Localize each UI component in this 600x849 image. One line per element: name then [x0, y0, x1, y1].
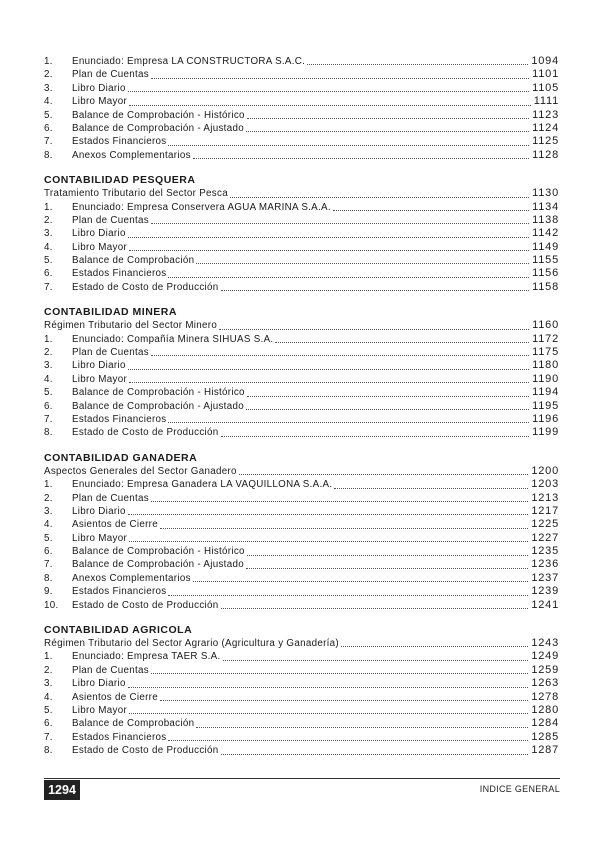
entry-title: Estado de Costo de Producción [72, 427, 219, 439]
dot-leader [239, 474, 529, 475]
dot-leader [230, 197, 529, 198]
entry-title: Balance de Comprobación [72, 718, 195, 730]
entry-number: 8. [44, 572, 53, 584]
toc-section [44, 451, 559, 612]
dot-leader [128, 514, 529, 515]
toc-entry [44, 677, 559, 690]
entry-title: Libro Mayor [72, 373, 128, 385]
toc-entry [44, 478, 559, 491]
dot-leader [168, 740, 528, 741]
entry-number: 6. [44, 122, 53, 134]
entry-page-number: 1217 [531, 504, 559, 517]
toc-entry [44, 149, 559, 162]
entry-page-number: 1259 [531, 663, 559, 676]
dot-leader [221, 608, 529, 609]
dot-leader [128, 369, 529, 370]
toc-entry [44, 359, 559, 372]
entry-page-number: 1160 [532, 319, 559, 332]
dot-leader [168, 422, 529, 423]
dot-leader [334, 488, 528, 489]
entry-page-number: 1237 [531, 571, 559, 584]
toc-entry [44, 599, 559, 612]
entry-number: 1. [44, 479, 53, 491]
entry-page-number: 1142 [532, 227, 559, 240]
entry-page-number: 1225 [531, 518, 559, 531]
dot-leader [129, 713, 528, 714]
toc-entry [44, 518, 559, 531]
toc-entry [44, 187, 559, 200]
entry-page-number: 1128 [532, 148, 559, 161]
entry-page-number: 1284 [531, 717, 559, 730]
entry-title: Libro Diario [72, 228, 126, 240]
section-heading: CONTABILIDAD AGRICOLA [44, 624, 193, 637]
toc-entry [44, 82, 559, 95]
toc-entry [44, 135, 559, 148]
entry-number: 5. [44, 387, 53, 399]
toc-entry [44, 241, 559, 254]
dot-leader [221, 290, 530, 291]
dot-leader [129, 250, 529, 251]
dot-leader [168, 595, 528, 596]
section-heading: CONTABILIDAD PESQUERA [44, 174, 196, 187]
entry-page-number: 1134 [532, 200, 559, 213]
entry-page-number: 1196 [532, 412, 559, 425]
dot-leader [246, 131, 529, 132]
entry-number: 6. [44, 400, 53, 412]
toc-entry [44, 731, 559, 744]
toc-entry [44, 717, 559, 730]
toc-entry [44, 68, 559, 81]
running-head: INDICE GENERAL [479, 784, 560, 794]
toc-entry [44, 319, 559, 332]
entry-title: Libro Diario [72, 505, 126, 517]
entry-number: 6. [44, 718, 53, 730]
toc-section [44, 305, 559, 440]
entry-page-number: 1175 [532, 346, 559, 359]
toc-entry [44, 333, 559, 346]
toc-entry [44, 386, 559, 399]
toc-entry [44, 532, 559, 545]
entry-title: Plan de Cuentas [72, 69, 149, 81]
entry-number: 4. [44, 373, 53, 385]
entry-title: Estados Financieros [72, 268, 167, 280]
toc-section [44, 623, 559, 758]
toc-entry [44, 691, 559, 704]
entry-title: Régimen Tributario del Sector Agrario (Agricultura y Ganadería) [44, 638, 339, 650]
entry-page-number: 1241 [531, 598, 559, 611]
toc-entry [44, 744, 559, 757]
entry-number: 6. [44, 268, 53, 280]
entry-number: 3. [44, 360, 53, 372]
dot-leader [168, 277, 529, 278]
entry-number: 7. [44, 731, 53, 743]
entry-title: Libro Mayor [72, 705, 128, 716]
dot-leader [129, 105, 531, 106]
entry-number: 2. [44, 664, 53, 676]
entry-number: 10. [44, 599, 59, 611]
entry-page-number: 1213 [531, 491, 559, 504]
entry-page-number: 1285 [531, 730, 559, 743]
entry-title: Estados Financieros [72, 586, 167, 598]
entry-number: 1. [44, 55, 53, 67]
entry-title: Libro Diario [72, 360, 126, 372]
entry-title: Libro Mayor [72, 532, 128, 544]
entry-number: 7. [44, 559, 53, 571]
entry-title: Enunciado: Empresa LA CONSTRUCTORA S.A.C. [72, 55, 306, 67]
entry-number: 1. [44, 651, 53, 663]
dot-leader [151, 78, 529, 79]
entry-page-number: 1239 [531, 585, 559, 598]
dot-leader [247, 118, 529, 119]
dot-leader [247, 555, 529, 556]
entry-title: Estado de Costo de Producción [72, 745, 219, 757]
toc-entry [44, 254, 559, 267]
entry-page-number: 1094 [531, 54, 559, 67]
entry-page-number: 1158 [532, 280, 559, 293]
toc-entry [44, 122, 559, 135]
entry-page-number: 1194 [532, 386, 559, 399]
entry-number: 5. [44, 532, 53, 544]
toc-entry [44, 465, 559, 478]
toc-entry [44, 559, 559, 572]
entry-number: 2. [44, 69, 53, 81]
dot-leader [196, 263, 529, 264]
entry-title: Estado de Costo de Producción [72, 281, 219, 293]
page-number-badge: 1294 [44, 780, 80, 800]
entry-title: Plan de Cuentas [72, 492, 149, 504]
entry-page-number: 1195 [532, 399, 559, 412]
entry-page-number: 1263 [531, 677, 559, 690]
entry-page-number: 1227 [531, 531, 559, 544]
entry-title: Balance de Comprobación - Ajustado [72, 122, 244, 134]
entry-page-number: 1180 [532, 359, 559, 372]
entry-page-number: 1155 [532, 254, 559, 267]
entry-number: 1. [44, 333, 53, 345]
entry-page-number: 1200 [531, 464, 559, 477]
toc-section [44, 55, 559, 162]
dot-leader [193, 158, 529, 159]
toc-entry [44, 585, 559, 598]
entry-title: Plan de Cuentas [72, 664, 149, 676]
entry-title: Balance de Comprobación - Histórico [72, 109, 245, 121]
entry-number: 1. [44, 201, 53, 213]
dot-leader [247, 396, 529, 397]
entry-number: 7. [44, 136, 53, 148]
entry-number: 2. [44, 214, 53, 226]
toc-entry [44, 572, 559, 585]
dot-leader [151, 223, 529, 224]
entry-page-number: 1199 [532, 426, 559, 439]
entry-title: Plan de Cuentas [72, 347, 149, 359]
entry-title: Enunciado: Empresa Ganadera LA VAQUILLONA S.A.A. [72, 479, 333, 491]
entry-title: Estado de Costo de Producción [72, 599, 219, 611]
entry-number: 4. [44, 96, 53, 108]
entry-number: 9. [44, 586, 53, 598]
toc-entry [44, 109, 559, 122]
entry-number: 5. [44, 255, 53, 267]
dot-leader [275, 342, 529, 343]
toc-entry [44, 95, 559, 108]
toc-entry [44, 426, 559, 439]
toc-entry [44, 267, 559, 280]
toc-entry [44, 650, 559, 663]
entry-page-number: 1124 [532, 121, 559, 134]
entry-page-number: 1280 [531, 704, 559, 716]
toc-entry [44, 201, 559, 214]
entry-title: Enunciado: Compañía Minera SIHUAS S.A. [72, 333, 274, 345]
entry-title: Estados Financieros [72, 731, 167, 743]
entry-title: Asientos de Cierre [72, 519, 158, 531]
entry-title: Balance de Comprobación [72, 255, 195, 267]
entry-page-number: 1101 [532, 68, 559, 81]
dot-leader [341, 646, 528, 647]
entry-number: 6. [44, 546, 53, 558]
toc-entry [44, 214, 559, 227]
entry-title: Régimen Tributario del Sector Minero [44, 320, 218, 332]
entry-title: Libro Mayor [72, 96, 128, 108]
entry-number: 4. [44, 691, 53, 703]
entry-title: Balance de Comprobación - Ajustado [72, 400, 244, 412]
dot-leader [129, 382, 529, 383]
toc-entry [44, 413, 559, 426]
entry-title: Estados Financieros [72, 413, 167, 425]
entry-page-number: 1236 [531, 558, 559, 571]
dot-leader [151, 673, 528, 674]
toc-entry [44, 664, 559, 677]
entry-title: Anexos Complementarios [72, 149, 191, 161]
entry-page-number: 1278 [531, 690, 559, 703]
dot-leader [307, 64, 528, 65]
entry-title: Libro Diario [72, 678, 126, 690]
toc-entry [44, 227, 559, 240]
entry-page-number: 1105 [532, 81, 559, 94]
entry-number: 5. [44, 109, 53, 121]
entry-number: 5. [44, 705, 53, 716]
entry-number: 8. [44, 745, 53, 757]
entry-number: 3. [44, 678, 53, 690]
entry-page-number: 1287 [531, 744, 559, 757]
entry-page-number: 1249 [531, 650, 559, 663]
entry-title: Asientos de Cierre [72, 691, 158, 703]
dot-leader [168, 145, 529, 146]
entry-page-number: 1138 [532, 213, 559, 226]
entry-page-number: 1203 [531, 478, 559, 491]
entry-number: 2. [44, 492, 53, 504]
entry-number: 8. [44, 427, 53, 439]
dot-leader [160, 528, 528, 529]
entry-number: 3. [44, 228, 53, 240]
entry-page-number: 1111 [533, 95, 559, 108]
entry-number: 4. [44, 519, 53, 531]
section-heading: CONTABILIDAD GANADERA [44, 451, 198, 464]
dot-leader [128, 687, 529, 688]
entry-title: Balance de Comprobación - Histórico [72, 387, 245, 399]
entry-number: 3. [44, 505, 53, 517]
entry-title: Libro Mayor [72, 241, 128, 253]
dot-leader [128, 237, 529, 238]
entry-number: 4. [44, 241, 53, 253]
entry-page-number: 1130 [532, 187, 559, 200]
dot-leader [160, 700, 528, 701]
entry-title: Estados Financieros [72, 136, 167, 148]
dot-leader [128, 91, 529, 92]
table-of-contents [44, 55, 559, 758]
dot-leader [246, 409, 529, 410]
entry-page-number: 1123 [532, 108, 559, 121]
dot-leader [151, 355, 529, 356]
dot-leader [221, 436, 530, 437]
entry-page-number: 1235 [531, 545, 559, 558]
dot-leader [223, 660, 529, 661]
section-heading: CONTABILIDAD MINERA [44, 306, 177, 319]
dot-leader [246, 568, 528, 569]
toc-entry [44, 545, 559, 558]
entry-page-number: 1172 [532, 332, 559, 345]
entry-title: Anexos Complementarios [72, 572, 191, 584]
toc-entry [44, 505, 559, 518]
entry-title: Plan de Cuentas [72, 214, 149, 226]
entry-number: 7. [44, 413, 53, 425]
toc-entry [44, 400, 559, 413]
toc-entry [44, 704, 559, 717]
entry-title: Tratamiento Tributario del Sector Pesca [44, 188, 228, 200]
dot-leader [196, 727, 528, 728]
entry-title: Balance de Comprobación - Histórico [72, 546, 245, 558]
entry-page-number: 1156 [532, 267, 559, 280]
entry-number: 2. [44, 347, 53, 359]
entry-title: Libro Diario [72, 82, 126, 94]
toc-entry [44, 346, 559, 359]
entry-number: 3. [44, 82, 53, 94]
toc-entry [44, 55, 559, 68]
toc-section [44, 173, 559, 294]
footer-rule [44, 778, 560, 779]
dot-leader [221, 754, 529, 755]
toc-entry [44, 373, 559, 386]
toc-entry [44, 637, 559, 650]
entry-number: 8. [44, 149, 53, 161]
entry-page-number: 1243 [531, 637, 559, 650]
dot-leader [193, 581, 529, 582]
page-footer [44, 775, 560, 799]
dot-leader [219, 329, 529, 330]
dot-leader [151, 501, 528, 502]
entry-title: Enunciado: Empresa TAER S.A. [72, 651, 221, 663]
entry-number: 7. [44, 281, 53, 293]
entry-title: Aspectos Generales del Sector Ganadero [44, 465, 237, 477]
entry-page-number: 1125 [532, 135, 559, 148]
dot-leader [129, 541, 528, 542]
entry-page-number: 1190 [532, 372, 559, 385]
entry-title: Balance de Comprobación - Ajustado [72, 559, 244, 571]
entry-title: Enunciado: Empresa Conservera AGUA MARINA S.A.A. [72, 201, 331, 213]
dot-leader [333, 210, 529, 211]
toc-entry [44, 281, 559, 294]
toc-entry [44, 492, 559, 505]
entry-page-number: 1149 [532, 240, 559, 253]
